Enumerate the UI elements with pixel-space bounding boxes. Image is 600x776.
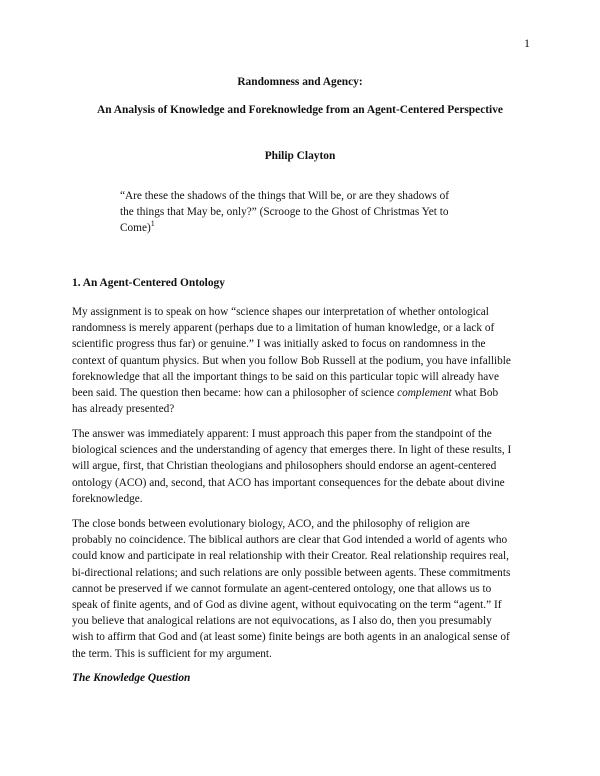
- text-line: The close bonds between evolutionary biology, ACO, and the philosophy of religion are: [72, 518, 470, 530]
- epigraph-line: the things that May be, only?” (Scrooge to the Ghost of Christmas Yet to: [120, 206, 449, 219]
- subsection-heading: The Knowledge Question: [72, 672, 191, 684]
- text-line: foreknowledge that all the important things to be said on this particular topic will already have: [72, 370, 499, 383]
- text-line: will argue, first, that Christian theologians and philosophers should endorse an agent-centered: [72, 460, 497, 473]
- text-line: has already presented?: [72, 403, 175, 416]
- text-segment: been said. The question then became: how can a philosopher of science: [72, 387, 395, 400]
- text-line: context of quantum physics. But when you follow Bob Russell at the podium, you have infallible: [72, 354, 511, 367]
- text-line: biological sciences and the understanding of agency that emerges there. In light of these results, I: [72, 444, 512, 457]
- author-name: Philip Clayton: [264, 150, 336, 162]
- paragraph-1: [72, 304, 536, 417]
- document-title: Randomness and Agency:: [237, 76, 363, 88]
- document-subtitle: An Analysis of Knowledge and Foreknowledge from an Agent-Centered Perspective: [97, 104, 503, 116]
- text-line: the term. This is sufficient for my argument.: [72, 647, 272, 660]
- text-line: foreknowledge.: [72, 492, 143, 505]
- epigraph-line-text: Come): [120, 222, 151, 235]
- page-number: 1: [524, 36, 530, 50]
- text-line: cannot be preserved if we cannot formulate an agent-centered ontology, one that allows us to: [72, 582, 492, 595]
- epigraph-quote: [120, 188, 500, 237]
- epigraph-line: [120, 220, 500, 236]
- text-line: probably no coincidence. The biblical authors are clear that God intended a world of agents who: [72, 534, 508, 547]
- paragraph-3: [72, 516, 536, 662]
- text-line: randomness is merely apparent (perhaps due to a limitation of human knowledge, or a lack of: [72, 322, 495, 335]
- section-heading: 1. An Agent-Centered Ontology: [72, 277, 225, 289]
- emphasis-text: complement: [397, 387, 452, 400]
- text-line: The answer was immediately apparent: I must approach this paper from the standpoint of the: [72, 428, 492, 440]
- text-line: you believe that analogical relations are not equivocations, as I also do, then you presumably: [72, 615, 492, 628]
- text-line: speak of finite agents, and of God as divine agent, without equivocating on the term “agent.” If: [72, 599, 502, 612]
- text-line: ontology (ACO) and, second, that ACO has important consequences for the debate about divine: [72, 476, 505, 489]
- paragraph-2: [72, 426, 536, 507]
- footnote-marker[interactable]: 1: [150, 219, 155, 229]
- text-line: bi-directional relations; and such relations are only possible between agents. These commitments: [72, 566, 511, 579]
- text-line: could know and participate in real relationship with their Creator. Real relationship requires real,: [72, 550, 509, 563]
- text-line: My assignment is to speak on how “science shapes our interpretation of whether ontological: [72, 306, 489, 318]
- text-line: wish to affirm that God and (at least some) finite beings are both agents in an analogical sense of: [72, 631, 510, 644]
- text-line: [72, 385, 536, 401]
- epigraph-line: “Are these the shadows of the things that Will be, or are they shadows of: [120, 190, 450, 202]
- text-line: scientific progress thus far) or genuine.” I was initially asked to focus on randomness in the: [72, 338, 486, 351]
- text-segment: what Bob: [451, 387, 499, 400]
